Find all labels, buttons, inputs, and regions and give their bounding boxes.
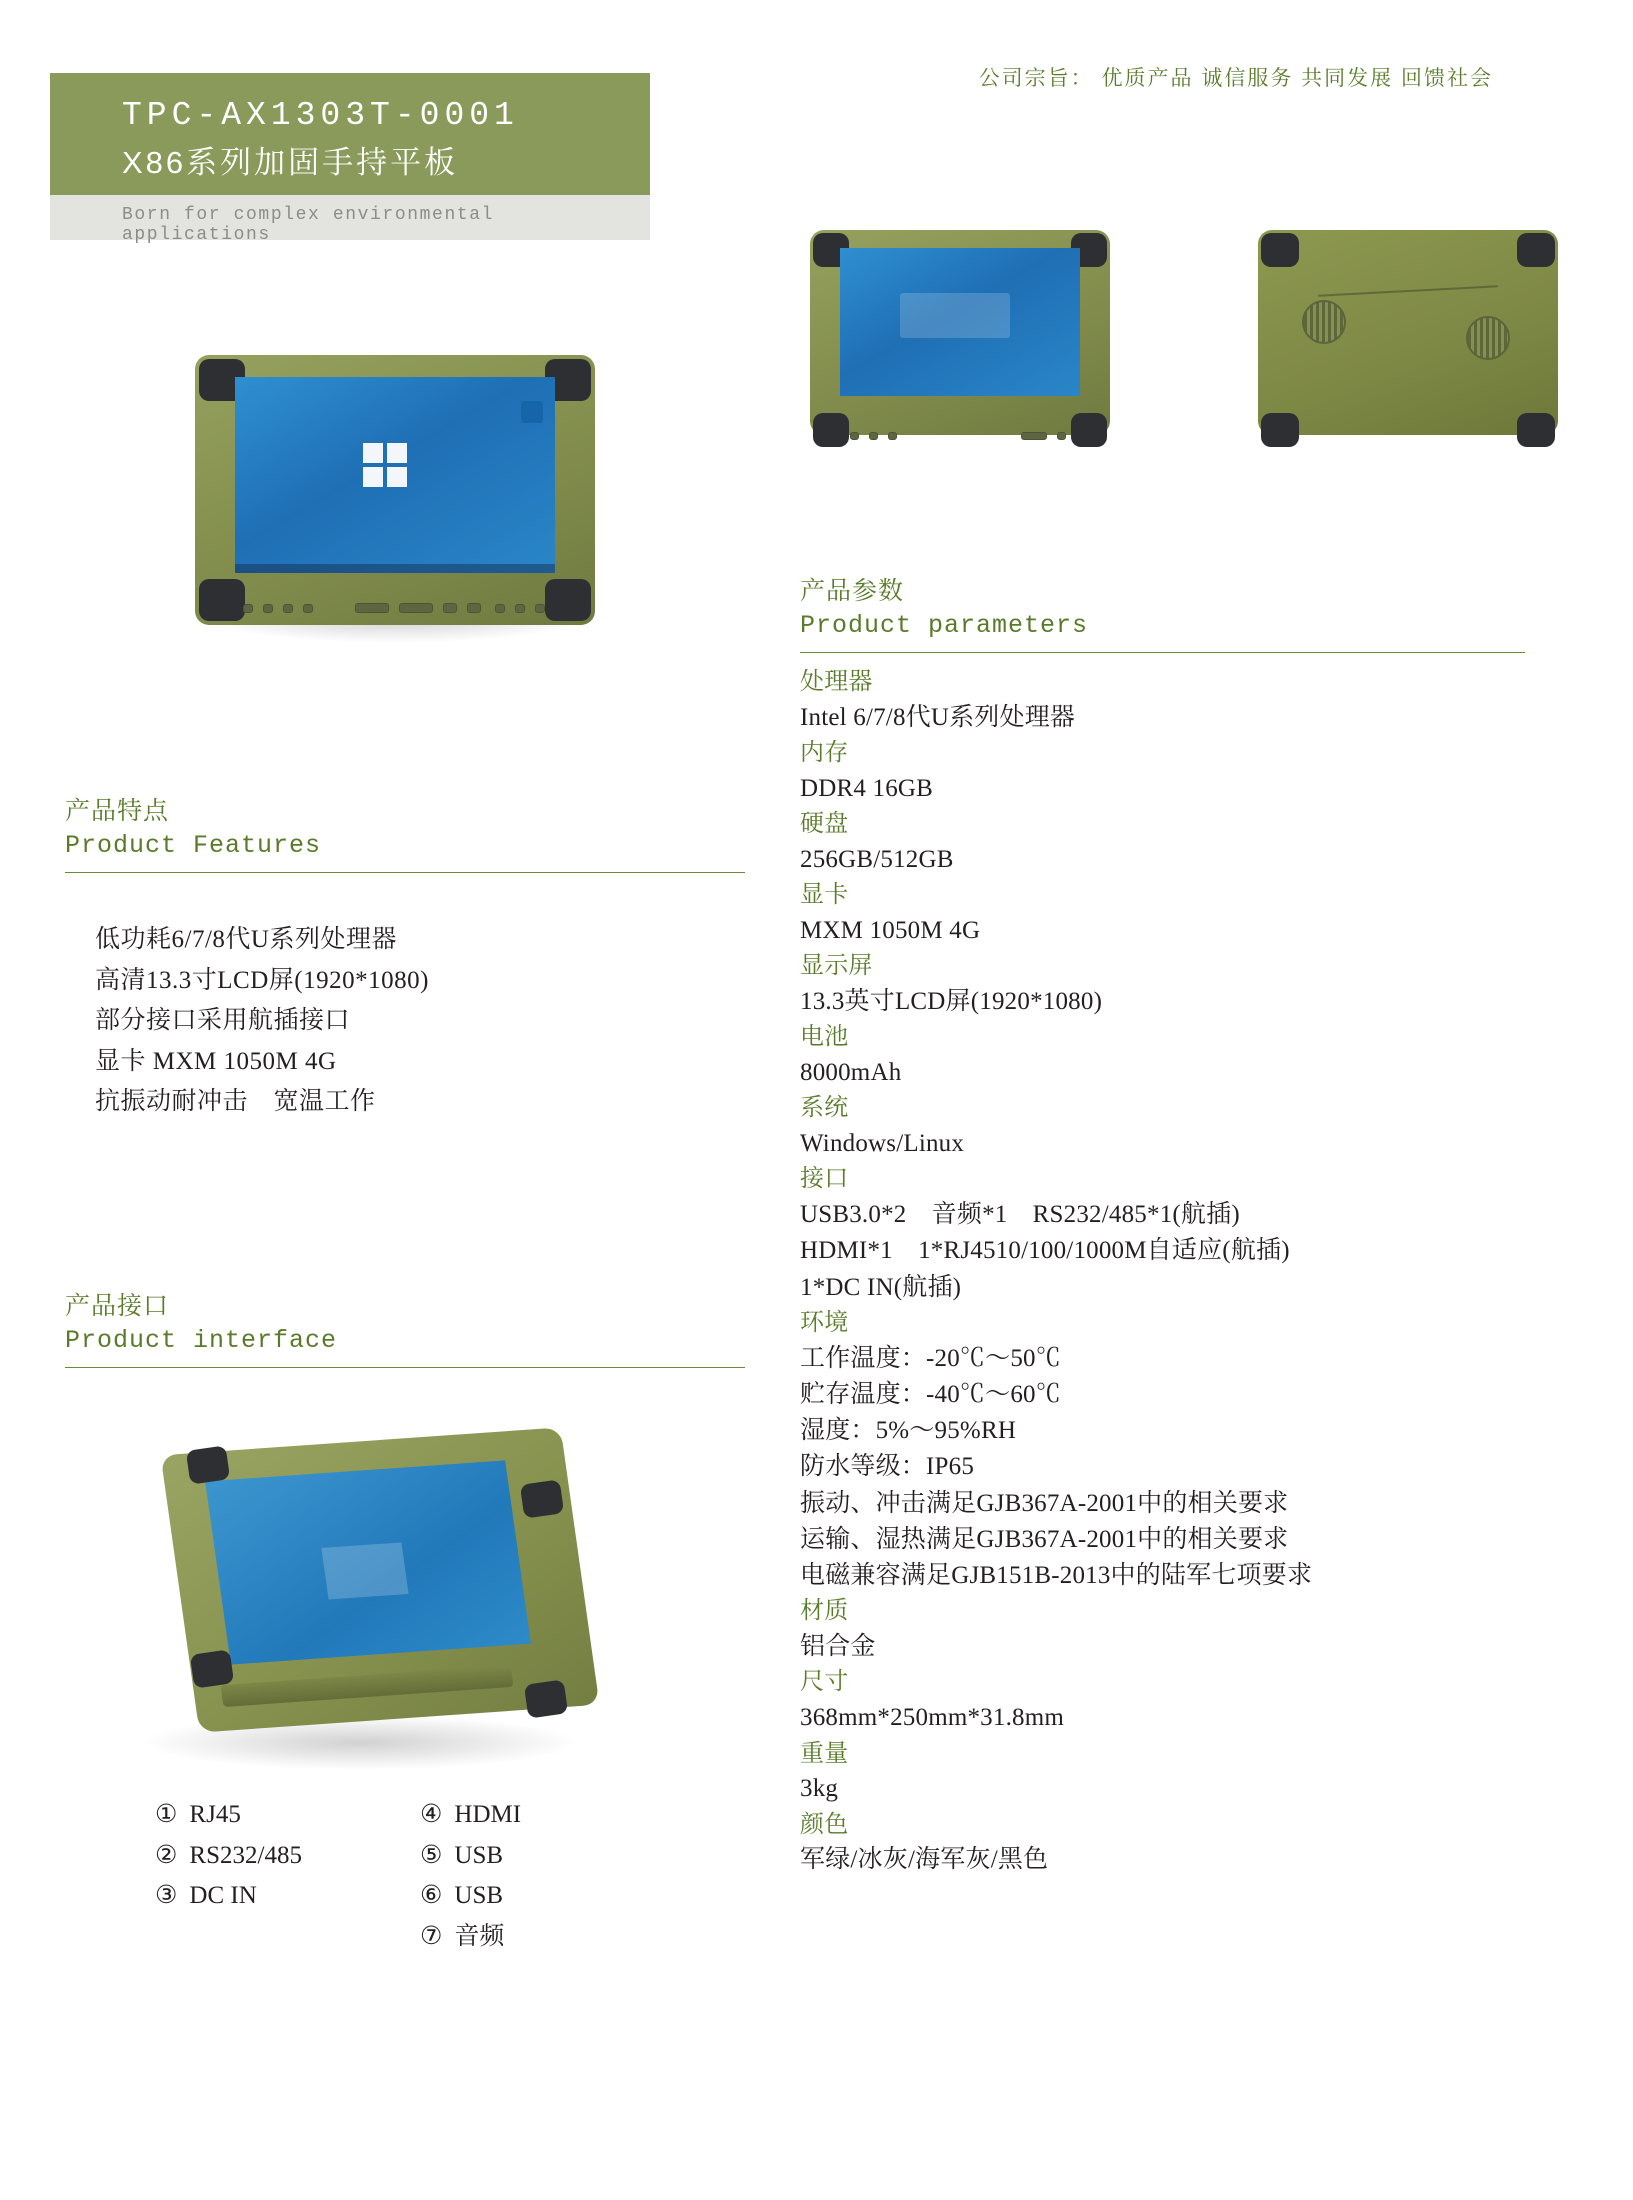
param-value: 振动、冲击满足GJB367A-2001中的相关要求	[800, 1489, 1289, 1517]
param-value: 防水等级：IP65	[800, 1453, 975, 1481]
port-label: RS232/485	[189, 1841, 302, 1869]
param-key: 环境	[800, 1308, 849, 1336]
param-value: USB3.0*2 音频*1 RS232/485*1(航插)	[800, 1201, 1240, 1229]
port-number: ⑤	[420, 1841, 443, 1869]
param-value: DDR4 16GB	[800, 774, 934, 802]
vent-icon	[1302, 300, 1346, 344]
list-item	[155, 1836, 420, 1877]
param-value: 铝合金	[800, 1633, 876, 1661]
list-item	[155, 1876, 420, 1917]
tablet-screen	[235, 377, 555, 573]
param-key: 硬盘	[800, 810, 849, 838]
param-key: 材质	[800, 1597, 849, 1625]
param-value: 368mm*250mm*31.8mm	[800, 1704, 1065, 1732]
interface-divider	[65, 1367, 745, 1368]
param-value: 运输、湿热满足GJB367A-2001中的相关要求	[800, 1525, 1289, 1553]
port-label: RJ45	[189, 1801, 241, 1828]
param-value: 8000mAh	[800, 1059, 902, 1087]
param-value: 13.3英寸LCD屏(1920*1080)	[800, 987, 1103, 1015]
param-value: 湿度：5%～95%RH	[800, 1417, 1017, 1445]
param-key: 电池	[800, 1023, 849, 1051]
port-label: 音频	[454, 1922, 505, 1950]
list-item: 低功耗6/7/8代U系列处理器	[95, 926, 397, 953]
product-title: X86系列加固手持平板	[122, 144, 459, 180]
port-number: ⑥	[420, 1882, 443, 1909]
features-divider	[65, 872, 745, 873]
company-motto: 公司宗旨： 优质产品 诚信服务 共同发展 回馈社会	[978, 67, 1493, 90]
front-tablet-top	[810, 230, 1110, 450]
title-block	[50, 73, 650, 245]
vent-icon	[1466, 316, 1510, 360]
parameters-divider	[800, 652, 1525, 653]
list-item	[420, 1795, 521, 1836]
list-item: 部分接口采用航插接口	[95, 1007, 351, 1034]
features-list	[95, 920, 755, 1123]
param-value: Intel 6/7/8代U系列处理器	[800, 703, 1076, 731]
parameters-title-en: Product parameters	[800, 610, 1089, 640]
param-value: 工作温度：-20℃～50℃	[800, 1344, 1061, 1372]
param-key: 显示屏	[800, 952, 873, 980]
interface-title-cn: 产品接口	[65, 1292, 170, 1320]
param-key: 尺寸	[800, 1668, 849, 1696]
port-legend	[155, 1795, 715, 1957]
front-tablet-main	[195, 355, 595, 625]
param-value: 贮存温度：-40℃～60℃	[800, 1380, 1061, 1408]
product-model: TPC-AX1303T-0001	[122, 97, 519, 134]
port-label: USB	[454, 1841, 504, 1869]
param-value: 3kg	[800, 1775, 839, 1803]
list-item: 显卡 MXM 1050M 4G	[95, 1047, 337, 1075]
port-number: ③	[155, 1882, 178, 1909]
port-label: DC IN	[189, 1882, 257, 1909]
param-key: 系统	[800, 1094, 849, 1122]
port-number: ①	[155, 1801, 178, 1828]
features-title-en: Product Features	[65, 830, 322, 860]
param-key: 颜色	[800, 1810, 849, 1838]
port-number: ④	[420, 1801, 443, 1828]
param-value: MXM 1050M 4G	[800, 916, 981, 944]
back-tablet-top	[1258, 230, 1558, 450]
list-item: 高清13.3寸LCD屏(1920*1080)	[95, 966, 429, 994]
list-item	[420, 1917, 521, 1958]
param-value: HDMI*1 1*RJ4510/100/1000M自适应(航插)	[800, 1237, 1290, 1265]
list-item	[420, 1876, 521, 1917]
param-key: 内存	[800, 739, 849, 767]
param-key: 处理器	[800, 668, 873, 695]
features-title-cn: 产品特点	[65, 797, 170, 825]
interface-heading	[65, 1290, 745, 1368]
param-key: 接口	[800, 1165, 849, 1193]
interface-title-en: Product interface	[65, 1325, 338, 1355]
parameters-heading	[800, 575, 1525, 653]
features-heading	[65, 795, 745, 873]
port-label: USB	[454, 1882, 504, 1909]
port-number: ⑦	[420, 1922, 443, 1950]
angled-tablet-interface	[110, 1430, 630, 1760]
parameters-title-cn: 产品参数	[800, 577, 905, 605]
port-number: ②	[155, 1841, 178, 1869]
param-value: 军绿/冰灰/海军灰/黑色	[800, 1846, 1049, 1874]
port-label: HDMI	[454, 1801, 522, 1828]
list-item	[155, 1795, 420, 1836]
param-value: 1*DC IN(航插)	[800, 1273, 962, 1301]
product-tagline: Born for complex environmental applications	[50, 195, 650, 240]
list-item	[420, 1836, 521, 1877]
list-item: 抗振动耐冲击 宽温工作	[95, 1088, 376, 1115]
title-banner	[50, 73, 650, 195]
param-value: Windows/Linux	[800, 1130, 965, 1158]
parameters-list	[800, 665, 1540, 1879]
param-value: 256GB/512GB	[800, 845, 954, 873]
param-key: 重量	[800, 1739, 849, 1767]
param-value: 电磁兼容满足GJB151B-2013中的陆军七项要求	[800, 1562, 1313, 1590]
param-key: 显卡	[800, 881, 849, 909]
